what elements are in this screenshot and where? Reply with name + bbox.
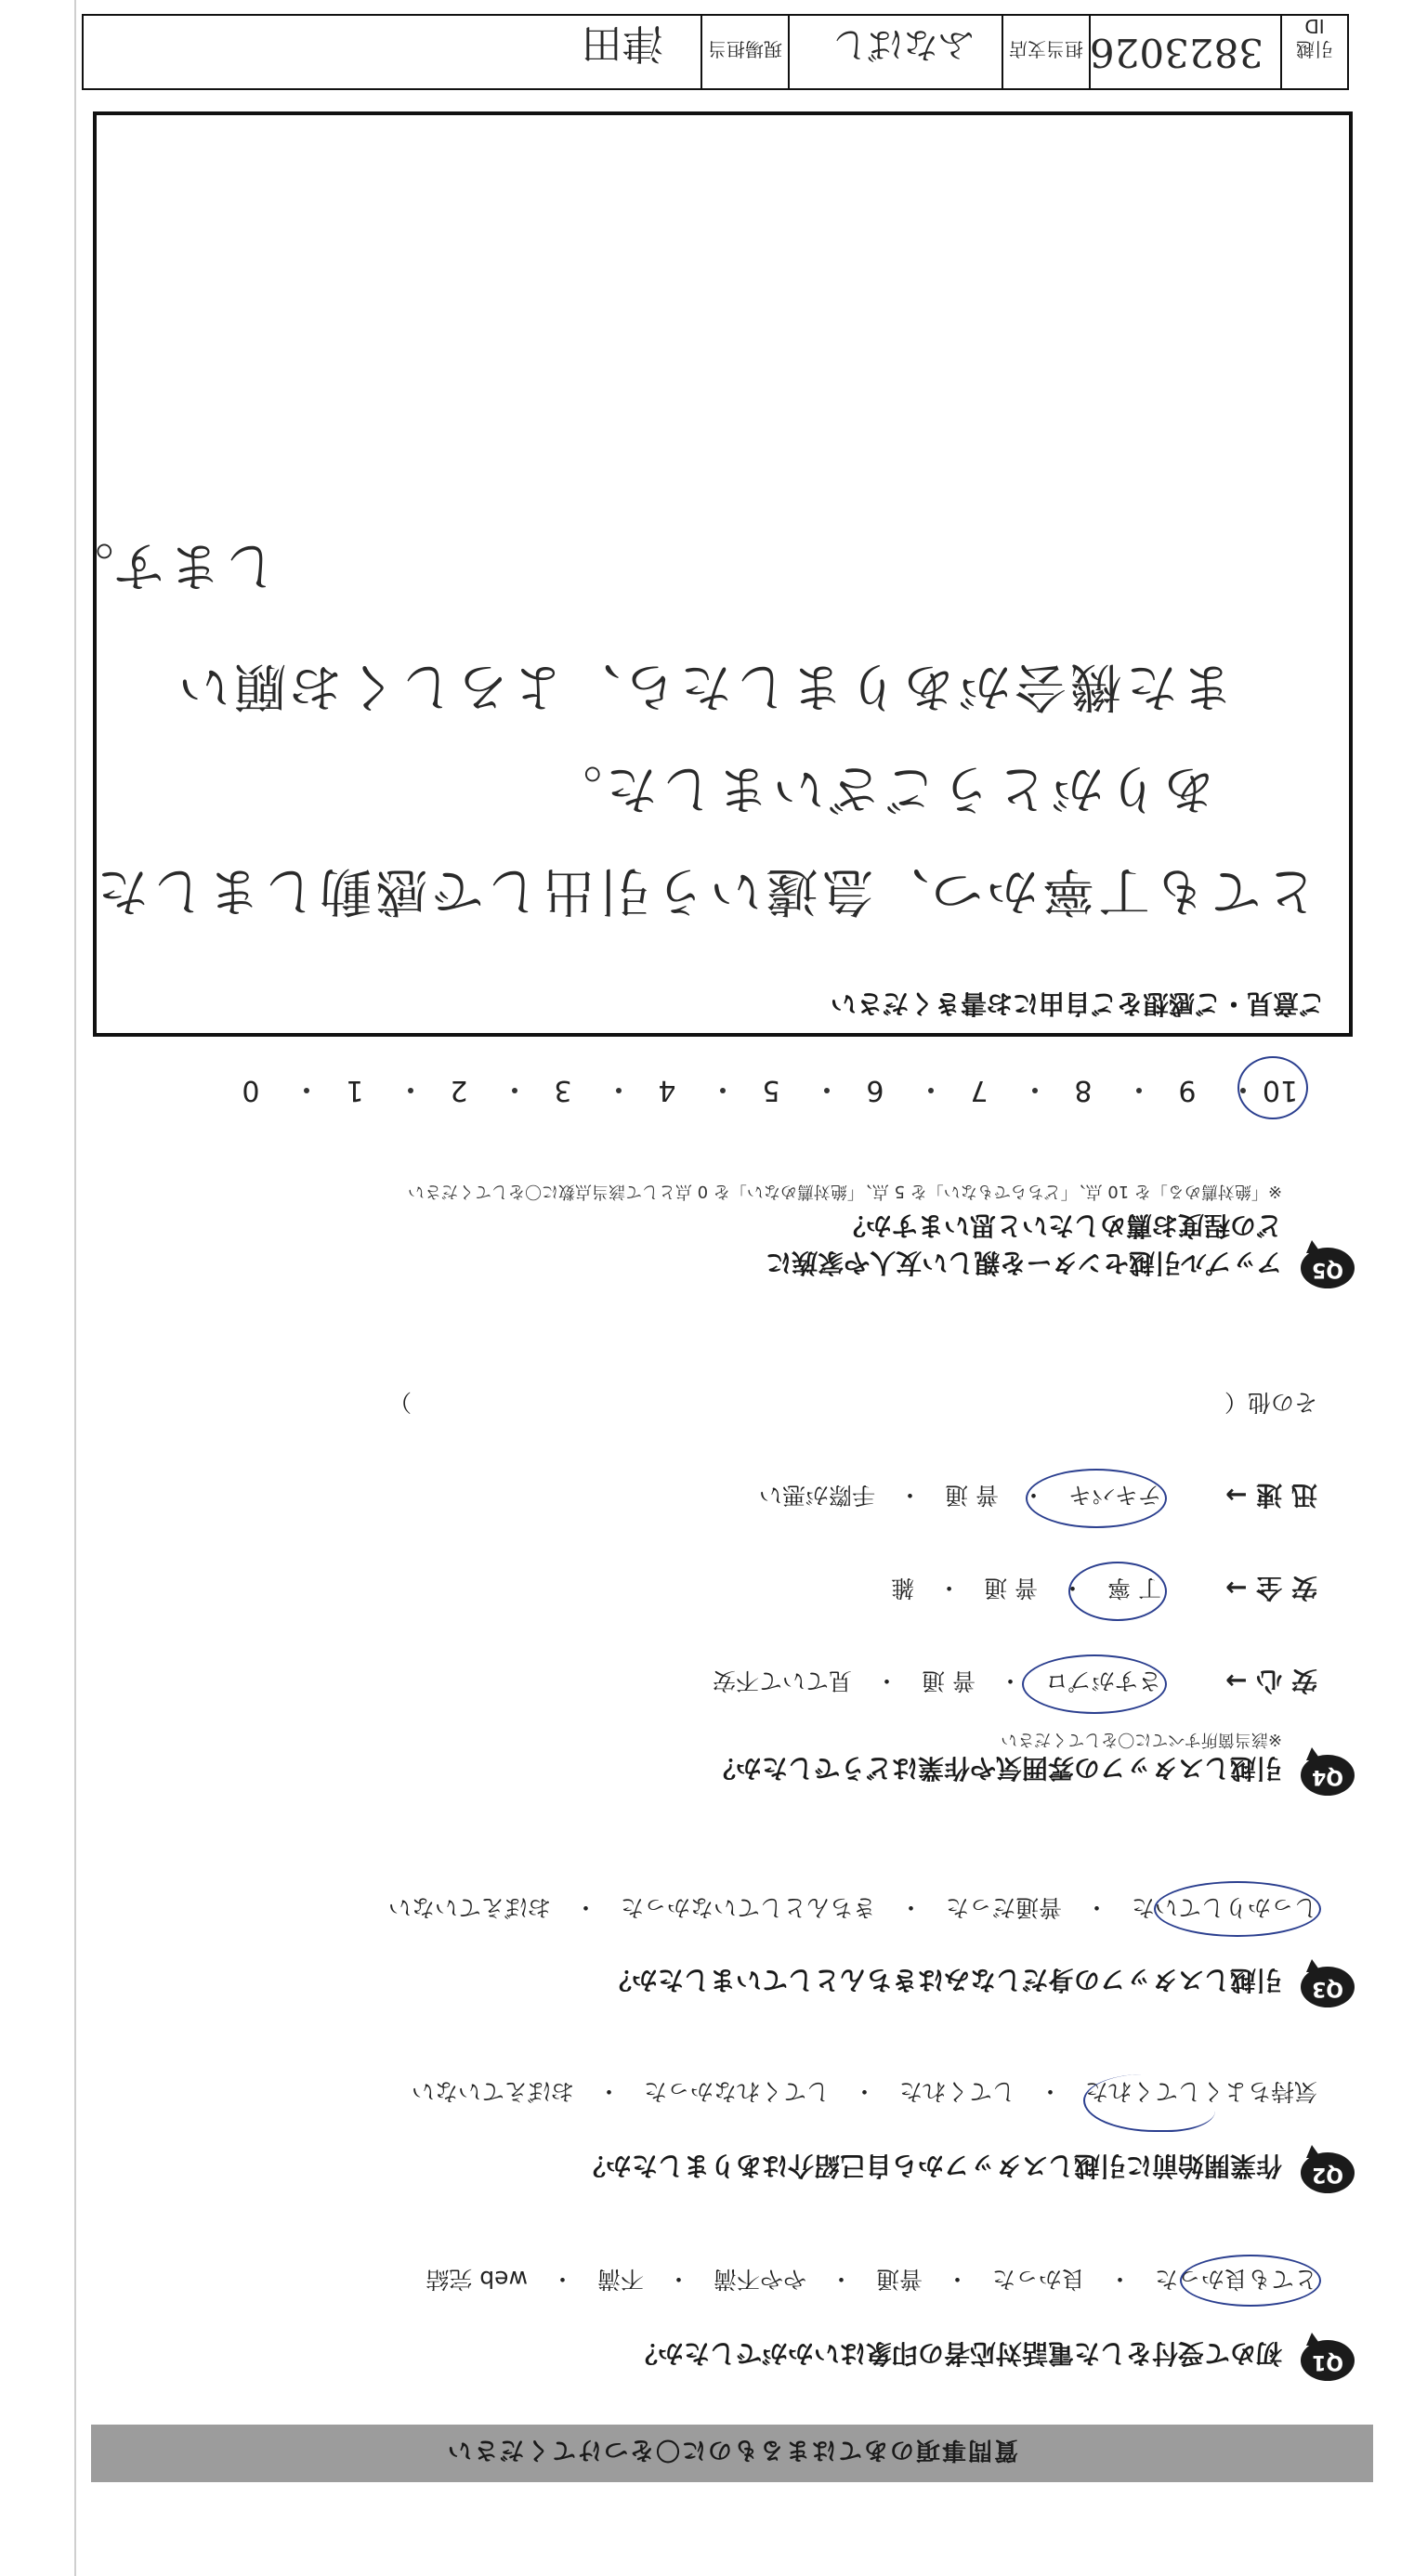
- q5-question-line2: どの程度お薦めしたいと思いますか？: [839, 1210, 1282, 1241]
- q5-selected-mark: [1237, 1056, 1308, 1119]
- branch-value-cell: [788, 16, 1002, 88]
- id-label: 引越 ID: [1296, 15, 1333, 60]
- instruction-banner: [91, 2425, 1373, 2482]
- q1-options[interactable]: とても良かった ・ 良かった ・ 普通 ・ やや不満 ・ 不満 ・ web 完結: [426, 2266, 1317, 2293]
- scale-5[interactable]: 5: [762, 1074, 780, 1106]
- comment-heading: ご意見・ご感想をご自由にお書きください: [830, 988, 1325, 1019]
- scale-2[interactable]: 2: [450, 1074, 468, 1106]
- scale-6[interactable]: 6: [866, 1074, 884, 1106]
- id-value-cell: [1089, 16, 1280, 88]
- q4-other-field[interactable]: その他（ ）: [387, 1389, 1317, 1416]
- leader-label-cell: [700, 16, 788, 88]
- q3-icon: Q3: [1301, 1961, 1355, 2007]
- leader-value-cell: [515, 16, 700, 88]
- comment-line-2: ありがとうございました。: [546, 758, 1215, 818]
- q2-icon: Q2: [1301, 2147, 1355, 2193]
- q2-options[interactable]: 気持ちよくしてくれた ・ してくれた ・ してくれなかった ・ おぼえていない: [411, 2078, 1317, 2105]
- q4-row-anzen-label: 安 全 →: [1225, 1573, 1317, 1603]
- recommendation-scale: [156, 1069, 1299, 1106]
- scale-7[interactable]: 7: [970, 1074, 989, 1106]
- scale-10[interactable]: 10: [1262, 1074, 1299, 1106]
- scale-8[interactable]: 8: [1074, 1074, 1093, 1106]
- q4-anzen-mark: [1068, 1562, 1167, 1621]
- branch-label: 担当支店: [1009, 38, 1083, 60]
- q4-note: ※該当箇所すべてに〇をしてください: [1001, 1730, 1282, 1749]
- q4-row-anshin-label: 安 心 →: [1225, 1666, 1317, 1696]
- scale-1[interactable]: 1: [346, 1074, 364, 1106]
- comment-line-3: また機会がありましたら、よろしくお願い: [175, 656, 1234, 716]
- q4-row-jinsoku-label: 迅 速 →: [1225, 1480, 1317, 1510]
- q1-answer-mark: [1180, 2255, 1321, 2307]
- id-value: 3823026: [1089, 30, 1264, 75]
- q1-question: 初めて受付をした電話対応者の印象はいかがでしたか？: [631, 2338, 1282, 2369]
- scale-9[interactable]: 9: [1178, 1074, 1197, 1106]
- instruction-banner-text: 質問事項のあてはまるものに〇をつけてください: [446, 2436, 1019, 2464]
- scale-3[interactable]: 3: [554, 1074, 572, 1106]
- q1-icon: Q1: [1301, 2334, 1355, 2381]
- q2-question: 作業開始前に引越しスタッフから自己紹介はありましたか？: [579, 2151, 1282, 2181]
- q5-icon: Q5: [1301, 1242, 1355, 1288]
- q3-options[interactable]: しっかりしていた ・ 普通だった ・ きちんとしていなかった ・ おぼえていない: [387, 1894, 1317, 1921]
- staff-info-table: [82, 14, 1349, 90]
- side-margin-line: [74, 0, 76, 2576]
- branch-label-cell: [1002, 16, 1089, 88]
- q4-icon: Q4: [1301, 1749, 1355, 1796]
- q2-answer-mark: [1083, 2074, 1215, 2132]
- q4-anshin-mark: [1022, 1654, 1167, 1714]
- comment-line-4: します。: [58, 535, 277, 595]
- leader-value: 津田: [582, 20, 663, 67]
- scale-0[interactable]: 0: [242, 1074, 260, 1106]
- leader-label: 現場担当: [708, 38, 782, 60]
- q5-question-line1: アップル引越センターを親しい友人や家族に: [766, 1248, 1282, 1278]
- branch-value: ふなばし: [831, 24, 974, 65]
- q4-row-jinsoku-options[interactable]: テキパキ ・ 普 通 ・ 手際が悪い: [759, 1482, 1161, 1509]
- q5-note: ※「絶対薦める」を 10 点、「どちらでもない」を 5 点、「絶対薦めない」を 0 点として該当点数に〇をしてください: [407, 1182, 1282, 1201]
- q4-row-anzen-options[interactable]: 丁 寧 ・ 普 通 ・ 雑: [891, 1575, 1161, 1602]
- comment-heading-bar: [100, 979, 1353, 1037]
- q4-jinsoku-mark: [1026, 1469, 1167, 1528]
- q4-question: 引越しスタッフの雰囲気や作業はどうでしたか？: [709, 1753, 1282, 1784]
- comment-line-1: とても丁寧かつ、急遽いう引出しで感動しました: [93, 860, 1317, 921]
- q4-row-anshin-options[interactable]: さすがプロ ・ 普 通 ・ 見ていて不安: [713, 1667, 1161, 1694]
- q3-question: 引越しスタッフの身だしなみはきちんとしていましたか？: [605, 1965, 1282, 1995]
- scale-4[interactable]: 4: [658, 1074, 676, 1106]
- id-label-cell: [1280, 16, 1347, 88]
- q3-answer-mark: [1154, 1881, 1321, 1937]
